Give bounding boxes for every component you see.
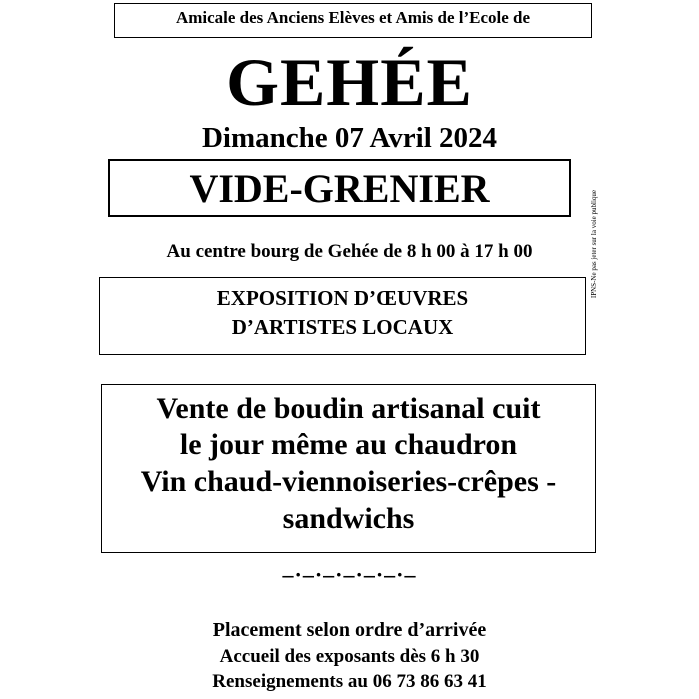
legal-side-note: IPNS-Ne pas jeter sur la voie publique — [590, 190, 598, 299]
organization-name: Amicale des Anciens Elèves et Amis de l’Ecole de — [175, 8, 531, 27]
food-line-2: le jour même au chaudron — [179, 428, 518, 461]
exposition-line-1: EXPOSITION D’ŒUVRES — [216, 286, 469, 310]
exhibitor-welcome-info: Accueil des exposants dès 6 h 30 — [219, 646, 480, 667]
exposition-line-2: D’ARTISTES LOCAUX — [231, 315, 454, 339]
contact-phone-info: Renseignements au 06 73 86 63 41 — [212, 671, 487, 692]
food-line-1: Vente de boudin artisanal cuit — [156, 392, 541, 425]
food-line-3: Vin chaud-viennoiseries-crêpes - — [140, 465, 557, 498]
food-line-4: sandwichs — [282, 502, 415, 535]
dashed-separator: –·–·–·–·–·–·– — [282, 562, 417, 587]
village-title: GEHÉE — [226, 44, 473, 120]
event-location-hours: Au centre bourg de Gehée de 8 h 00 à 17 h 00 — [166, 241, 533, 262]
event-date: Dimanche 07 Avril 2024 — [201, 122, 498, 154]
placement-info: Placement selon ordre d’arrivée — [212, 619, 487, 641]
event-name: VIDE-GRENIER — [189, 166, 490, 211]
